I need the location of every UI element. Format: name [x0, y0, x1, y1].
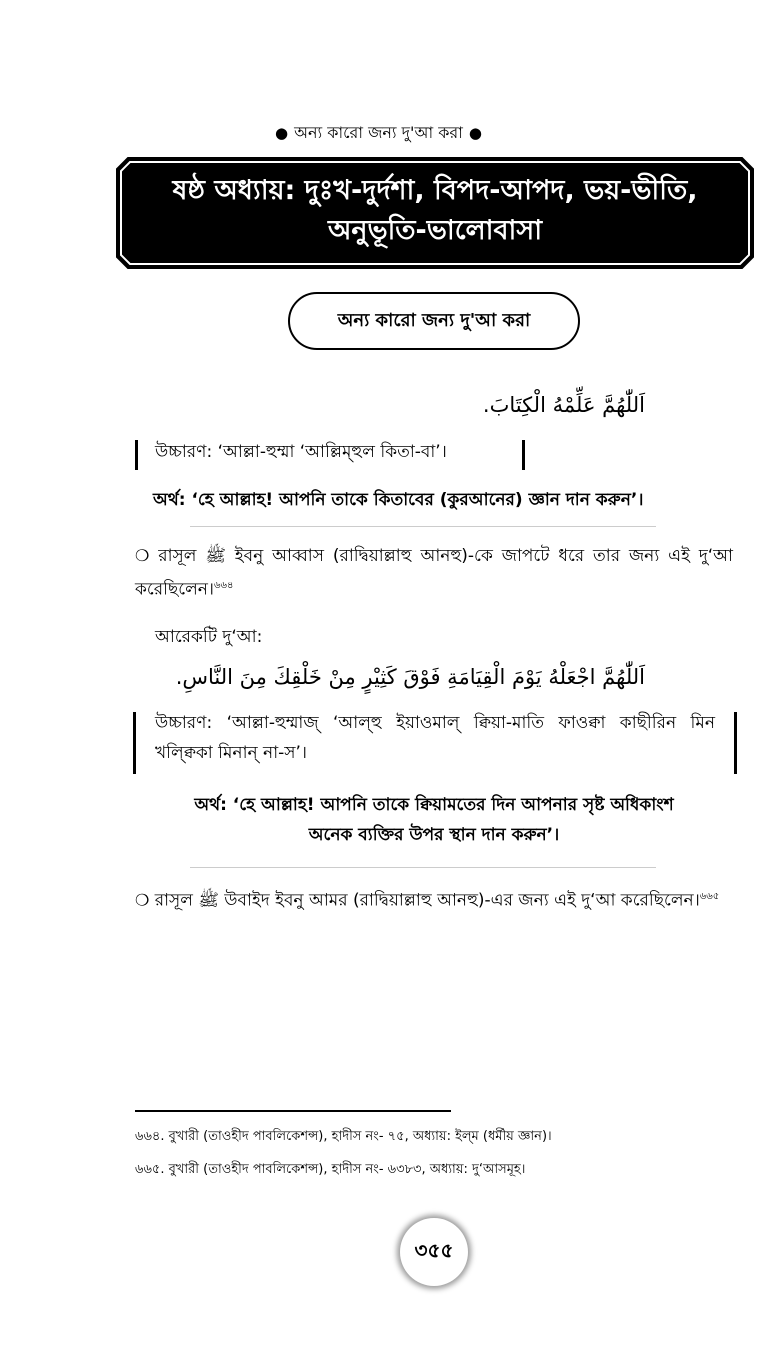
dua2-meaning [135, 790, 733, 850]
dua2-note [135, 882, 733, 916]
divider [190, 867, 656, 868]
another-dua-label: আরেকটি দু‘আ: [155, 627, 263, 647]
dua2-meaning-line1: অর্থ: ‘হে আল্লাহ! আপনি তাকে ক্বিয়ামতের দিন আপনার সৃষ্ট অধিকাংশ [194, 795, 674, 815]
page-number: ৩৫৫ [400, 1218, 468, 1286]
running-head-text: অন্য কারো জন্য দু'আ করা [294, 123, 463, 142]
dua1-meaning: অর্থ: ‘হে আল্লাহ! আপনি তাকে কিতাবের (কুরআনের) জ্ঞান দান করুন’। [153, 490, 644, 510]
bar-right [522, 440, 525, 470]
dua2-arabic: اَللّٰهُمَّ اجْعَلْهُ يَوْمَ الْقِيَامَةِ فَوْقَ كَثِيْرٍ مِنْ خَلْقِكَ مِنَ النَّاسِ. [175, 665, 645, 689]
bar-left [135, 440, 138, 470]
chapter-title-line1: ষষ্ঠ অধ্যায়: দুঃখ-দুর্দশা, বিপদ-আপদ, ভয়-ভীতি, [172, 175, 698, 206]
chapter-title [136, 171, 734, 251]
chapter-title-line2: অনুভূতি-ভালোবাসা [327, 215, 543, 246]
chapter-banner [116, 157, 754, 269]
dua1-note [135, 541, 733, 605]
dua1-note-text: রাসূল ﷺ ইবনু আব্বাস (রাদ্বিয়াল্লাহু আনহু)-কে জাপটে ধরে তার জন্য এই দু‘আ করেছিলেন। [135, 546, 734, 600]
hollow-circle-icon: ❍ [135, 546, 150, 565]
footnote-665: ৬৬৫. বুখারী (তাওহীদ পাবলিকেশন্স), হাদীস নং- ৬৩৮৩, অধ্যায়: দু‘আসমূহ। [135, 1162, 526, 1177]
footnote-ref: ৬৬৫ [699, 891, 720, 902]
dua2-note-text: রাসূল ﷺ উবাইদ ইবনু আমর (রাদ্বিয়াল্লাহু আনহু)-এর জন্য এই দু‘আ করেছিলেন। [154, 890, 700, 911]
footnote-ref: ৬৬৪ [213, 580, 234, 591]
running-head [0, 120, 757, 147]
section-title: অন্য কারো জন্য দু'আ করা [288, 292, 580, 350]
dua1-pronunciation: উচ্চারণ: ‘আল্লা-হুম্মা ‘আল্লিম্হুল কিতা-বা’। [155, 442, 447, 462]
divider [190, 526, 656, 527]
dua2-pronunciation: উচ্চারণ: ‘আল্লা-হুম্মাজ্ ‘আল্হু ইয়াওমাল্ ক্বিয়া-মাতি ফাওক্বা কাছীরিন মিন খল্ক্বিকা মিনান্ না-স’। [155, 713, 715, 763]
hollow-circle-icon: ❍ [135, 890, 150, 910]
dua1-arabic: اَللّٰهُمَّ عَلِّمْهُ الْكِتَابَ. [482, 393, 645, 417]
footnote-664: ৬৬৪. বুখারী (তাওহীদ পাবলিকেশন্স), হাদীস নং- ৭৫, অধ্যায়: ইল্‌ম (ধর্মীয় জ্ঞান)। [135, 1129, 552, 1144]
bar-left [133, 712, 136, 774]
bullet-icon: ● [468, 124, 482, 142]
bullet-icon: ● [275, 124, 289, 142]
dua2-meaning-line2: অনেক ব্যক্তির উপর স্থান দান করুন’। [308, 825, 560, 845]
bar-right [734, 712, 737, 774]
footnote-rule [135, 1110, 451, 1112]
